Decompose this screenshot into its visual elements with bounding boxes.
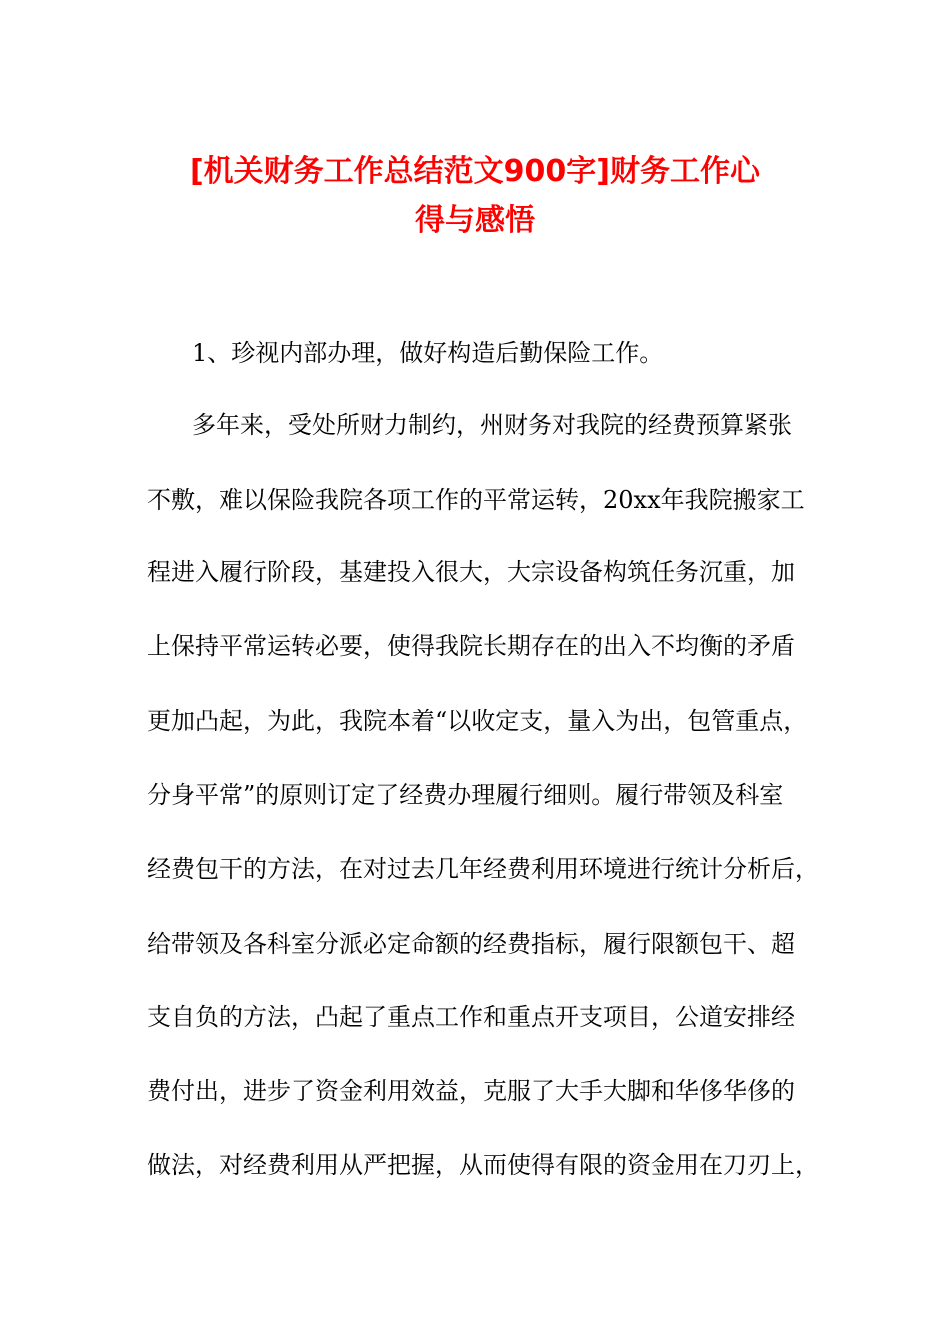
title-line-1: [机关财务工作总结范文900字]财务工作心 xyxy=(189,154,761,189)
body-line-2: 多年来，受处所财力制约，州财务对我院的经费预算紧张 xyxy=(192,411,792,439)
title-line-2: 得与感悟 xyxy=(415,203,535,238)
body-line-9: 给带领及各科室分派必定命额的经费指标，履行限额包干、超 xyxy=(147,930,795,958)
body-line-4: 程进入履行阶段，基建投入很大，大宗设备构筑任务沉重，加 xyxy=(147,558,795,586)
document-title xyxy=(120,147,830,245)
body-line-7: 分身平常”的原则订定了经费办理履行细则。履行带领及科室 xyxy=(147,781,784,809)
body-line-10: 支自负的方法，凸起了重点工作和重点开支项目，公道安排经 xyxy=(147,1003,795,1031)
body-line-6: 更加凸起，为此，我院本着“以收定支，量入为出，包管重点， xyxy=(147,707,808,735)
body-line-11: 费付出，进步了资金利用效益，克服了大手大脚和华侈华侈的 xyxy=(147,1077,795,1105)
body-line-3: 不敷，难以保险我院各项工作的平常运转，20xx年我院搬家工 xyxy=(147,486,805,514)
body-line-1: 1、珍视内部办理，做好构造后勤保险工作。 xyxy=(192,339,664,367)
body-line-5: 上保持平常运转必要，使得我院长期存在的出入不均衡的矛盾 xyxy=(147,632,795,660)
body-line-12: 做法，对经费利用从严把握，从而使得有限的资金用在刀刃上， xyxy=(147,1151,819,1179)
body-line-8: 经费包干的方法，在对过去几年经费利用环境进行统计分析后， xyxy=(147,855,819,883)
